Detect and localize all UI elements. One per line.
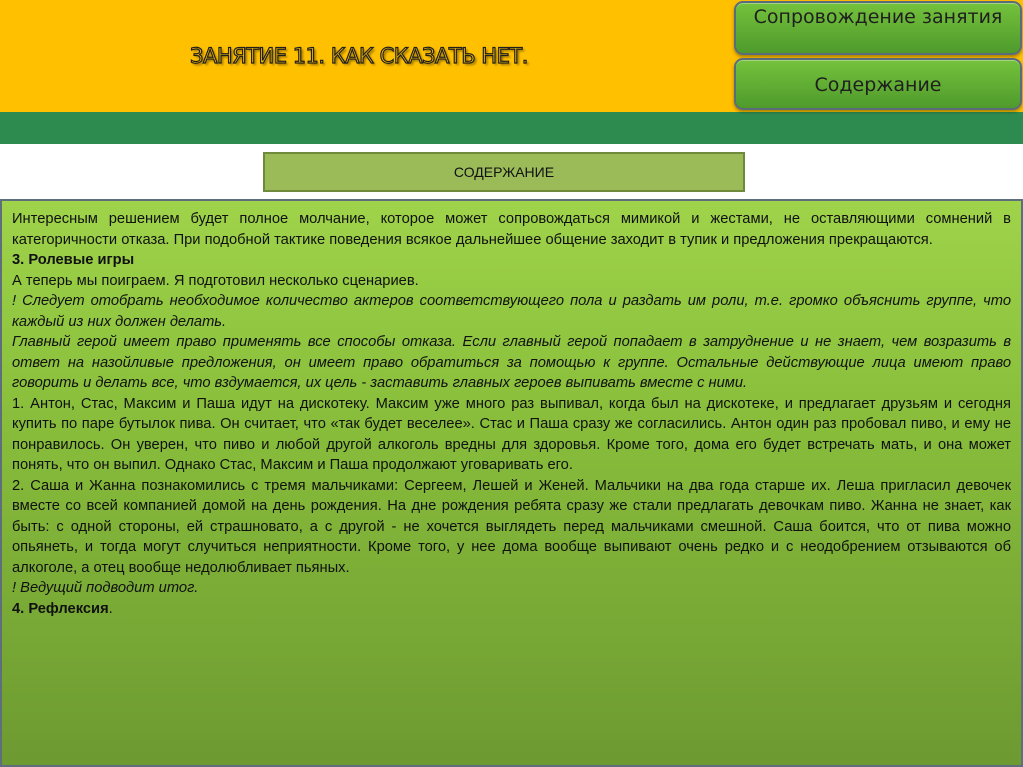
accompaniment-button[interactable]: Сопровождение занятия	[734, 1, 1022, 55]
heading-reflection-period: .	[108, 600, 113, 617]
page-title: ЗАНЯТИЕ 11. КАК СКАЗАТЬ НЕТ.	[190, 44, 528, 68]
header-divider-band	[0, 112, 1023, 144]
paragraph-intro: А теперь мы поиграем. Я подготовил несколько сценариев.	[12, 272, 419, 289]
contents-button[interactable]: Содержание	[734, 58, 1022, 110]
scenario-2: 2. Саша и Жанна познакомились с тремя мальчиками: Сергеем, Лешей и Женей. Мальчики на два года старше их. Леша пригласил девочек вместе со всей компанией домой на день рождения. На дне рождения ребята сразу же стали предлагать девочкам пиво. Жанна не знает, как быть: с одной стороны, ей страшновато, а с другой - не хочется выглядеть перед мальчиками смешной. Саша боится, что от пива можно опьянеть, и тогда могут случиться неприятности. Кроме того, у нее дома вообще выпивают очень редко и с неодобрением отзываются об алкоголе, а отец вообще недолюбливает пьяных.	[12, 477, 1011, 576]
note-summary: ! Ведущий подводит итог.	[12, 580, 199, 596]
heading-reflection: 4. Рефлексия	[12, 600, 109, 617]
content-panel	[0, 199, 1023, 767]
note-select-actors: ! Следует отобрать необходимое количество актеров соответствующего пола и раздать им роли, т.е. громко объяснить группе, что каждый из них должен делать.	[12, 293, 1011, 330]
heading-role-games: 3. Ролевые игры	[12, 252, 135, 268]
scenario-1: 1. Антон, Стас, Максим и Паша идут на дискотеку. Максим уже много раз выпивал, когда был на дискотеке, и предлагает друзьям и сегодня купить по паре бутылок пива. Он считает, что «так будет веселее». Стас и Паша сразу же согласились. Антон один раз пробовал пиво, и ему не понравилось. Он уверен, что пиво и любой другой алкоголь вредны для здоровья. Кроме того, дома его будет встречать мать, и она может понять, что он выпил. Однако Стас, Максим и Паша продолжают уговаривать его.	[12, 395, 1011, 473]
section-label: СОДЕРЖАНИЕ	[263, 152, 745, 192]
paragraph-silence: Интересным решением будет полное молчание, которое может сопровождаться мимикой и жестами, не оставляющими сомнений в категоричности отказа. При подобной тактике поведения всякое дальнейшее общение заходит в тупик и предложения прекращаются.	[12, 211, 1011, 248]
paragraph-rules: Главный герой имеет право применять все способы отказа. Если главный герой попадает в затруднение и не знает, чем возразить в ответ на назойливые предложения, он имеет право обратиться за помощью к группе. Остальные действующие лица имеют право говорить и делать все, что вздумается, их цель - заставить главных героев выпивать вместе с ними.	[12, 334, 1011, 391]
